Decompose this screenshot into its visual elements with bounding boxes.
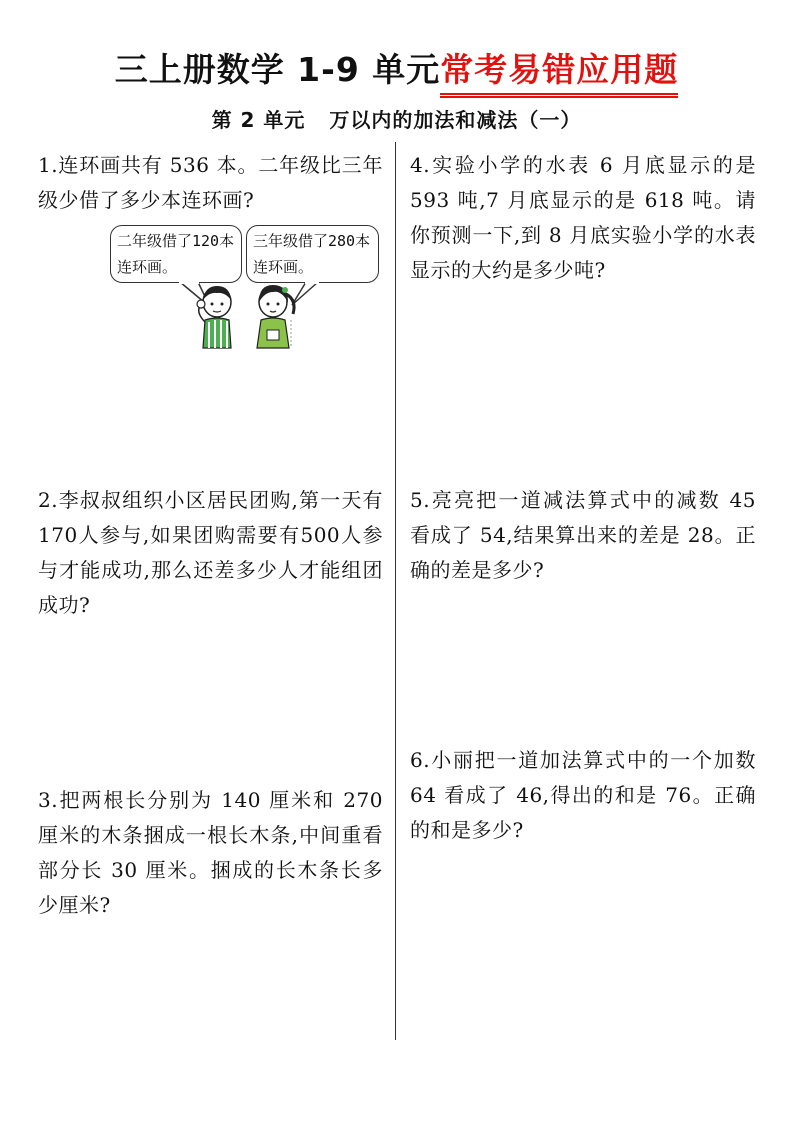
page-title xyxy=(0,44,793,98)
question-5: 5.亮亮把一道减法算式中的减数 45 看成了 54,结果算出来的差是 28。正确的差是多少? xyxy=(410,488,756,582)
unit-label: 第 2 单元 xyxy=(211,108,306,132)
speech-bubble-grade2: 二年级借了120本连环画。 xyxy=(110,225,242,283)
boy-figure-icon xyxy=(197,286,231,348)
speech-bubble-grade3: 三年级借了280本连环画。 xyxy=(246,225,379,283)
question-6: 6.小丽把一道加法算式中的一个加数 64 看成了 46,得出的和是 76。正确的和是多少? xyxy=(410,748,756,842)
question-1: 1.连环画共有 536 本。二年级比三年级少借了多少本连环画? xyxy=(38,153,383,212)
question-3: 3.把两根长分别为 140 厘米和 270 厘米的木条捆成一根长木条,中间重看部分长 30 厘米。捆成的长木条长多少厘米? xyxy=(38,788,383,917)
title-main: 三上册数学 1-9 单元 xyxy=(114,50,441,89)
girl-figure-icon xyxy=(257,285,294,348)
question-2: 2.李叔叔组织小区居民团购,第一天有170人参与,如果团购需要有500人参与才能成功,那么还差多少人才能组团成功? xyxy=(38,488,383,617)
question-4: 4.实验小学的水表 6 月底显示的是 593 吨,7 月底显示的是 618 吨。请你预测一下,到 8 月底实验小学的水表显示的大约是多少吨? xyxy=(410,153,756,282)
column-divider xyxy=(395,142,396,1040)
page-subtitle xyxy=(0,104,793,133)
title-highlight: 常考易错应用题 xyxy=(440,48,678,98)
unit-topic: 万以内的加法和减法（一） xyxy=(329,108,582,132)
children-illustration xyxy=(185,280,305,355)
